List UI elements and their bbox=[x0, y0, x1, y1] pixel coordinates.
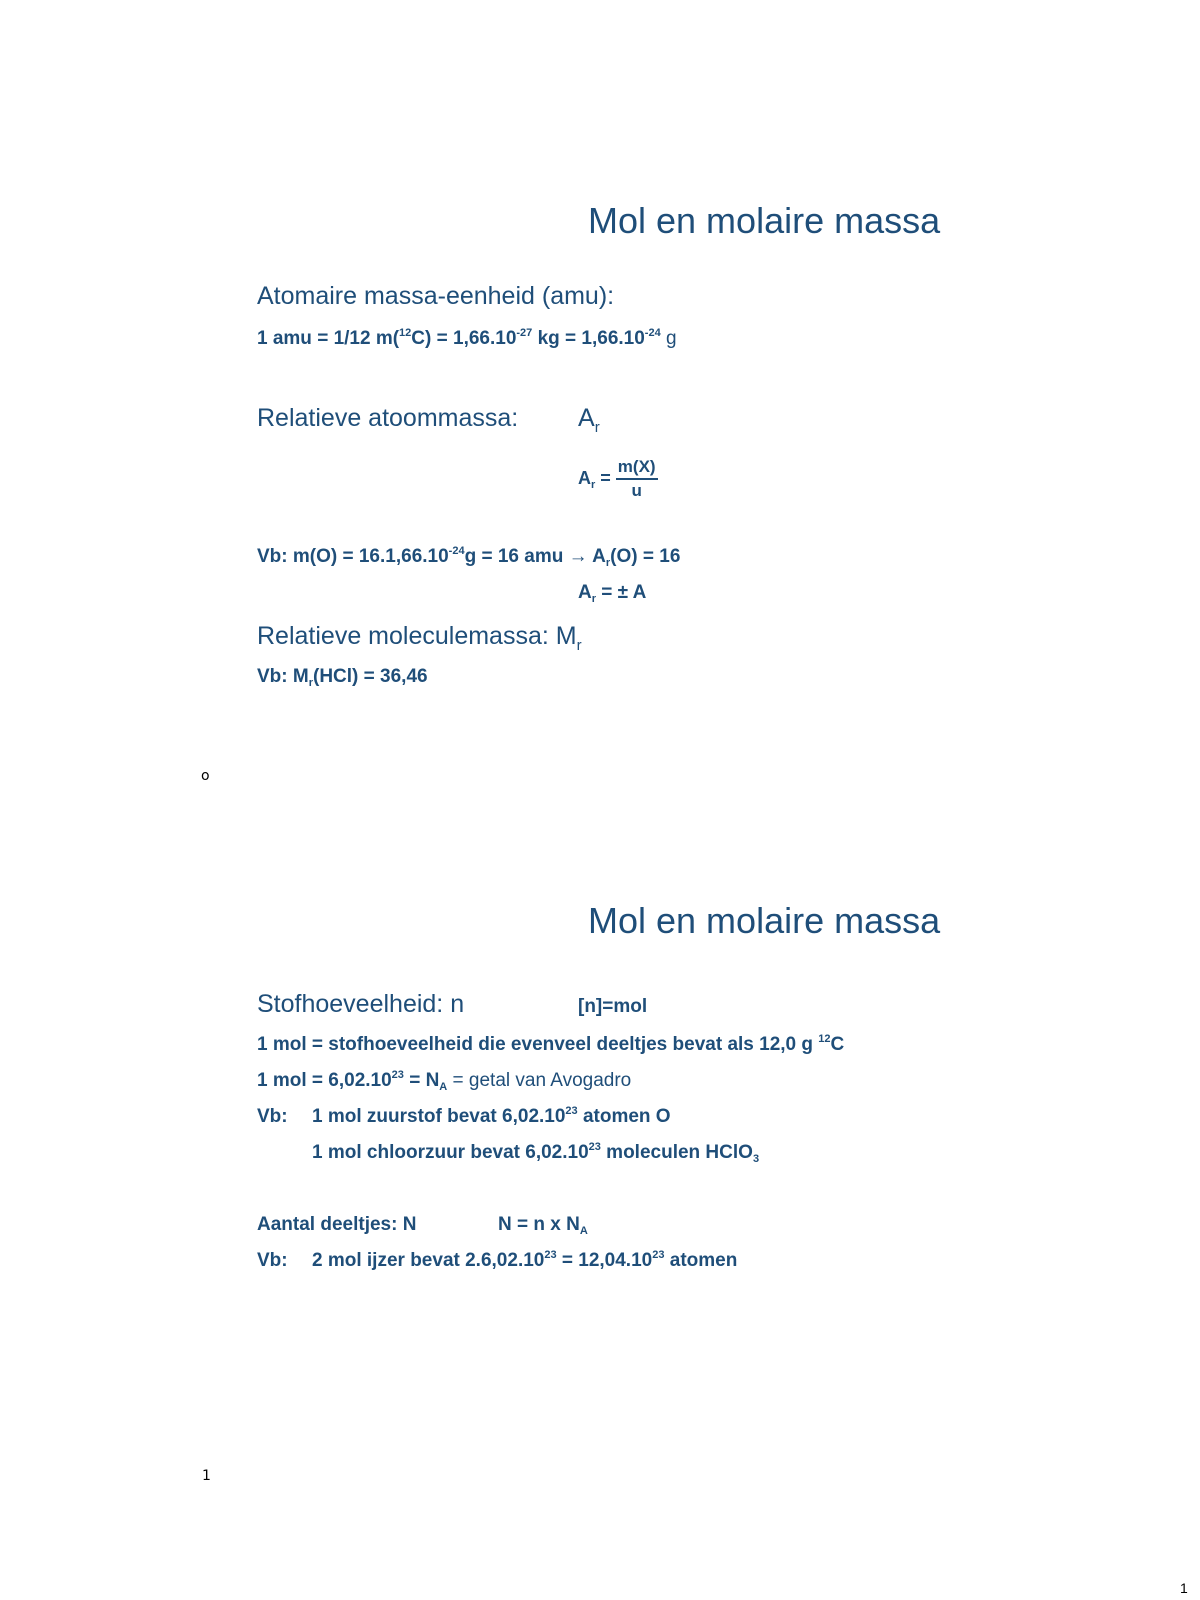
count-formula: N = n x $N_A$ bbox=[498, 1214, 588, 1237]
slide1-title: Mol en molaire massa bbox=[588, 200, 941, 241]
ar-symbol: $A_r$ bbox=[578, 404, 600, 436]
mr-heading: Relatieve moleculemassa: $M_r$ bbox=[257, 622, 582, 654]
amu-heading: Atomaire massa-eenheid (amu): bbox=[257, 282, 615, 310]
example-chloric-acid: 1 mol chloorzuur bevat 6,02.10$^{23}$ moleculen HClO$_3$ bbox=[312, 1141, 760, 1165]
ar-example: Vb: $m(O) = 16.1,66.10^{-24}g = 16$ amu → $A_r(O) = 16$ bbox=[257, 545, 681, 569]
ar-fraction: $\frac{m(X)}{u}$ bbox=[617, 457, 656, 500]
ar-formula: $A_r$ = $\frac{m(X)}{u}$ bbox=[578, 457, 656, 500]
ar-approx: $A_r$ = ± A bbox=[578, 582, 647, 605]
example-iron: 2 mol ijzer bevat $2.6,02.10^{23} = 12,04.10^{23}$ atomen bbox=[312, 1249, 738, 1271]
avogadro-line: 1 mol = $6,02.10^{23} = N_A$ = getal van Avogadro bbox=[257, 1069, 632, 1093]
vb2-label: Vb: bbox=[257, 1250, 288, 1271]
ar-heading: Relatieve atoommassa: bbox=[257, 404, 519, 432]
slide1-marker: o bbox=[201, 768, 210, 784]
mr-example: Vb: $M_r(HCl) = 36,46$ bbox=[257, 666, 428, 689]
example-oxygen: 1 mol zuurstof bevat 6,02.10$^{23}$ atomen O bbox=[312, 1105, 671, 1127]
n-heading: Stofhoeveelheid: n bbox=[257, 990, 465, 1018]
mol-definition: 1 mol = stofhoeveelheid die evenveel deeltjes bevat als 12,0 g $^{12}$C bbox=[257, 1033, 845, 1055]
page-number: 1 bbox=[1180, 1580, 1188, 1596]
n-unit: [n]=mol bbox=[578, 996, 648, 1017]
amu-definition: 1 amu = 1/12 $m(^{12}C) = 1,66.10^{-27}$ kg = $1,66.10^{-24}$ g bbox=[257, 327, 677, 349]
slide2-title: Mol en molaire massa bbox=[588, 900, 941, 941]
count-label: Aantal deeltjes: N bbox=[257, 1214, 417, 1235]
vb-label: Vb: bbox=[257, 1106, 288, 1127]
slide2-marker: 1 bbox=[202, 1468, 211, 1484]
